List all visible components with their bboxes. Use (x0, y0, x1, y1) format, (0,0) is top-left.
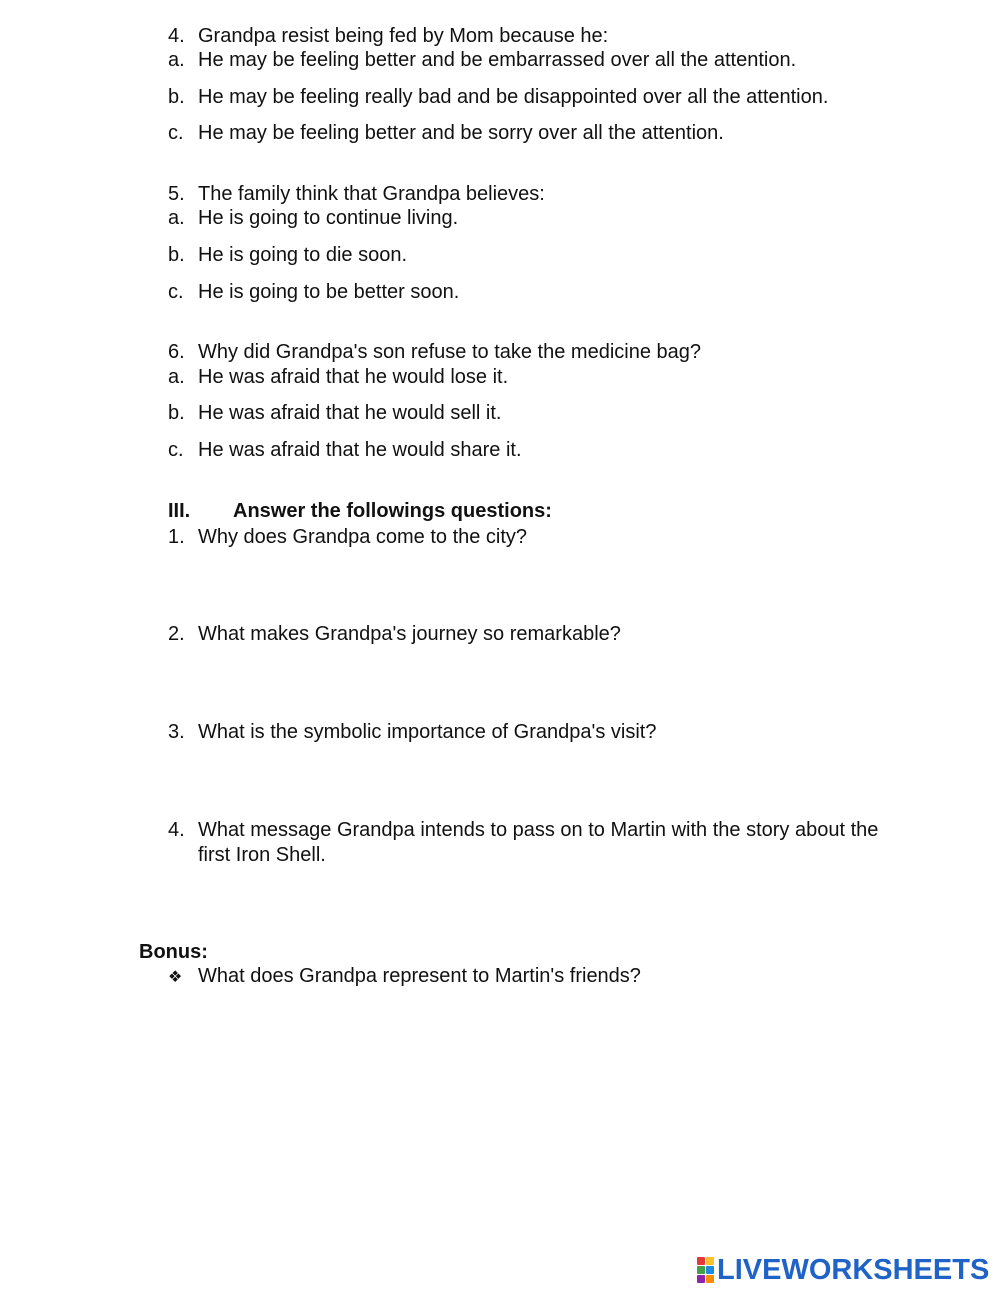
option-letter: c. (168, 122, 184, 144)
question-4 (168, 24, 608, 48)
open-question-1 (168, 525, 527, 549)
question-number: 4. (168, 819, 185, 841)
option-text: He may be feeling better and be embarrassed over all the attention. (198, 49, 797, 71)
option-5c (168, 280, 459, 304)
option-letter: a. (168, 366, 185, 388)
option-4c (168, 121, 724, 145)
option-letter: c. (168, 439, 184, 461)
logo-text: LIVEWORKSHEETS (717, 1253, 990, 1286)
question-number: 5. (168, 183, 185, 205)
option-text: He was afraid that he would lose it. (198, 366, 509, 388)
option-letter: c. (168, 281, 184, 303)
option-6b (168, 401, 502, 425)
bonus-question (168, 964, 641, 989)
question-number: 2. (168, 623, 185, 645)
option-6a (168, 365, 508, 389)
question-text: Why did Grandpa's son refuse to take the medicine bag? (198, 341, 701, 363)
option-text: He may be feeling really bad and be disappointed over all the attention. (198, 86, 829, 108)
option-text: He was afraid that he would share it. (198, 439, 522, 461)
question-text: What message Grandpa intends to pass on to Martin with the story about the (198, 819, 879, 841)
question-text: Why does Grandpa come to the city? (198, 526, 528, 548)
question-number: 4. (168, 25, 185, 47)
section-numeral: III. (168, 500, 191, 522)
option-text: He is going to be better soon. (198, 281, 460, 303)
bonus-question-text: What does Grandpa represent to Martin's friends? (198, 965, 641, 987)
option-5b (168, 243, 407, 267)
open-question-4-continuation: first Iron Shell. (198, 844, 326, 866)
option-5a (168, 206, 458, 230)
option-text: He may be feeling better and be sorry over all the attention. (198, 122, 724, 144)
open-question-4 (168, 818, 878, 842)
question-6 (168, 340, 701, 364)
diamond-bullet-icon: ❖ (168, 967, 183, 986)
logo-mark-icon (697, 1257, 714, 1283)
question-text: Grandpa resist being fed by Mom because he: (198, 25, 609, 47)
question-text: The family think that Grandpa believes: (198, 183, 545, 205)
bonus-label: Bonus: (139, 941, 208, 963)
option-letter: a. (168, 49, 185, 71)
question-text: What makes Grandpa's journey so remarkable? (198, 623, 621, 645)
option-letter: b. (168, 244, 185, 266)
option-6c (168, 438, 522, 462)
question-number: 3. (168, 721, 185, 743)
question-number: 6. (168, 341, 185, 363)
question-text: What is the symbolic importance of Grandpa's visit? (198, 721, 657, 743)
section-title: Answer the followings questions: (233, 500, 552, 522)
question-number: 1. (168, 526, 185, 548)
option-4a (168, 48, 796, 72)
open-question-2 (168, 622, 621, 646)
open-question-3 (168, 720, 656, 744)
option-text: He is going to die soon. (198, 244, 408, 266)
section-heading (168, 499, 552, 523)
option-letter: a. (168, 207, 185, 229)
option-letter: b. (168, 402, 185, 424)
question-5 (168, 182, 545, 206)
option-text: He is going to continue living. (198, 207, 459, 229)
liveworksheets-logo (697, 1255, 989, 1285)
option-4b (168, 85, 828, 109)
option-text: He was afraid that he would sell it. (198, 402, 502, 424)
option-letter: b. (168, 86, 185, 108)
